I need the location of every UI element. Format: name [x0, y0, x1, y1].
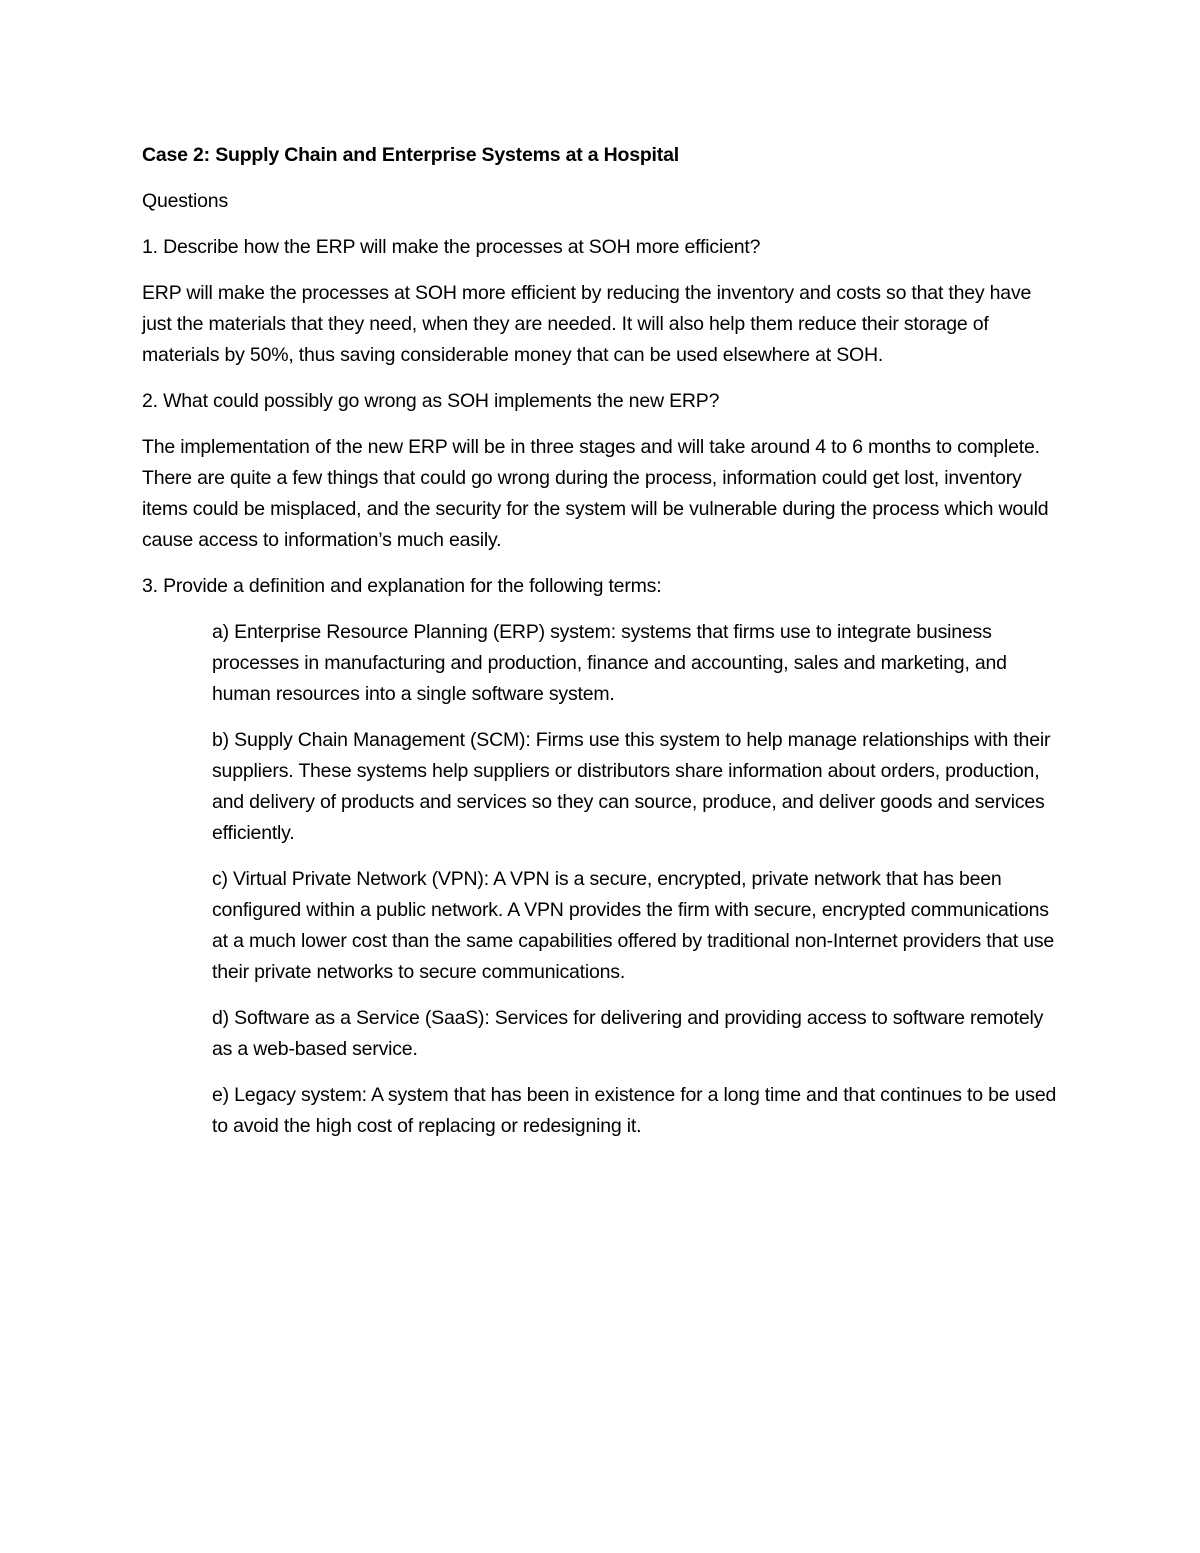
term-scm: b) Supply Chain Management (SCM): Firms use this system to help manage relationships with their suppliers. These systems help suppliers or distributors share information about orders, production, and delivery of products and services so they can source, produce, and deliver goods and services efficiently. [212, 729, 1051, 844]
question-2: 2. What could possibly go wrong as SOH implements the new ERP? [142, 390, 720, 412]
answer-1: ERP will make the processes at SOH more efficient by reducing the inventory and costs so that they have just the materials that they need, when they are needed. It will also help them reduce their storage of materials by 50%, thus saving considerable money that can be used elsewhere at SOH. [142, 282, 1032, 366]
term-erp: a) Enterprise Resource Planning (ERP) system: systems that firms use to integrate business processes in manufacturing and production, finance and accounting, sales and marketing, and human resources into a single software system. [212, 621, 1007, 705]
document-title: Case 2: Supply Chain and Enterprise Systems at a Hospital [142, 144, 679, 166]
question-1: 1. Describe how the ERP will make the processes at SOH more efficient? [142, 236, 761, 258]
question-3: 3. Provide a definition and explanation for the following terms: [142, 575, 662, 597]
document-body [142, 140, 1062, 1157]
terms-list [212, 617, 1062, 1142]
term-vpn: c) Virtual Private Network (VPN): A VPN is a secure, encrypted, private network that has been configured within a public network. A VPN provides the firm with secure, encrypted communications at a much lower cost than the same capabilities offered by traditional non-Internet providers that use their private networks to secure communications. [212, 868, 1055, 983]
term-legacy-system: e) Legacy system: A system that has been in existence for a long time and that continues to be used to avoid the high cost of replacing or redesigning it. [212, 1084, 1057, 1137]
answer-2: The implementation of the new ERP will be in three stages and will take around 4 to 6 months to complete. There are quite a few things that could go wrong during the process, information could get lost, inventory items could be misplaced, and the security for the system will be vulnerable during the process which would cause access to information’s much easily. [142, 436, 1049, 551]
questions-heading: Questions [142, 190, 228, 212]
term-saas: d) Software as a Service (SaaS): Services for delivering and providing access to software remotely as a web-based service. [212, 1007, 1044, 1060]
